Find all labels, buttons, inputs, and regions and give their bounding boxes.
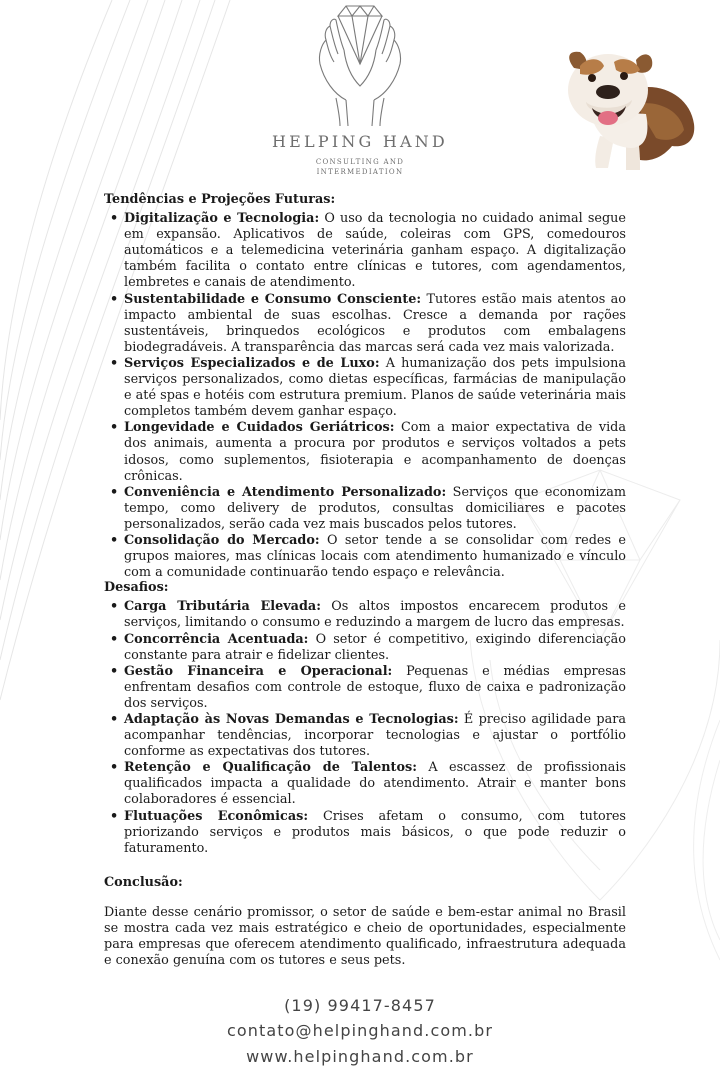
list-item-text: É preciso agilidade para acompanhar tendências, incorporar tecnologias e ajustar o portfólio conforme as expectativas dos tutores.	[124, 712, 626, 760]
list-item-text: Pequenas e médias empresas enfrentam desafios com controle de estoque, fluxo de caixa e padronização dos serviços.	[124, 663, 626, 711]
list-item-label: Digitalização e Tecnologia:	[124, 211, 320, 227]
list-item-text: Com a maior expectativa de vida dos animais, aumenta a procura por produtos e serviços voltados a pets idosos, como suplementos, fisioterapia e acompanhamento de doenças crônicas.	[124, 420, 626, 484]
list-item	[124, 664, 626, 712]
brand-tagline	[260, 157, 460, 177]
list-item-text: A humanização dos pets impulsiona serviços personalizados, como dietas específicas, farmácias de manipulação e até spas e hotéis com estrutura premium. Planos de saúde veterinária mais completos também devem ganhar espaço.	[124, 355, 626, 420]
list-item	[124, 356, 626, 420]
list-item-label: Longevidade e Cuidados Geriátricos:	[124, 420, 395, 436]
list-item	[124, 420, 626, 484]
list-item	[124, 632, 626, 664]
list-item-text: O setor é competitivo, exigindo diferenciação constante para atrair e fidelizar clientes.	[124, 631, 626, 663]
list-item-label: Adaptação às Novas Demandas e Tecnologias:	[124, 712, 459, 727]
challenges-heading: Desafios:	[104, 580, 169, 596]
list-item-text: A escassez de profissionais qualificados impacta a qualidade do atendimento. Atrair e manter bons colaboradores é essencial.	[124, 760, 626, 808]
list-item-label: Flutuações Econômicas:	[124, 808, 309, 824]
trends-list	[104, 211, 626, 581]
list-item	[124, 533, 626, 581]
list-item-label: Concorrência Acentuada:	[124, 631, 309, 647]
list-item	[124, 292, 626, 356]
list-item-text: Os altos impostos encarecem produtos e serviços, limitando o consumo e reduzindo a margem de lucro das empresas.	[124, 599, 626, 631]
contact-phone: (19) 99417-8457	[284, 996, 436, 1015]
company-logo	[260, 4, 460, 180]
document-body	[104, 192, 626, 969]
trends-heading: Tendências e Projeções Futuras:	[104, 192, 336, 207]
list-item-label: Gestão Financeira e Operacional:	[124, 663, 393, 679]
list-item	[124, 211, 626, 291]
conclusion-paragraph: Diante desse cenário promissor, o setor de saúde e bem-estar animal no Brasil se mostra cada vez mais estratégico e cheio de oportunidades, especialmente para empresas que oferecem atendimento qualificado, infraestrutura adequada e conexão genuína com os tutores e seus pets.	[104, 904, 626, 969]
list-item-text: O setor tende a se consolidar com redes e grupos maiores, mas clínicas locais com atendimento humanizado e vínculo com a comunidade continuarão tendo espaço e relevância.	[124, 532, 626, 581]
list-item	[124, 485, 626, 533]
brand-name: HELPING HAND	[272, 132, 448, 151]
list-item-text: Crises afetam o consumo, com tutores priorizando serviços e produtos mais básicos, o que pode reduzir o faturamento.	[124, 808, 626, 856]
list-item	[124, 712, 626, 760]
hands-diamond-logo-icon	[300, 4, 420, 128]
list-item-label: Carga Tributária Elevada:	[124, 599, 321, 615]
list-item-label: Consolidação do Mercado:	[124, 532, 320, 548]
list-item	[124, 809, 626, 857]
list-item-text: Tutores estão mais atentos ao impacto ambiental de suas escolhas. Cresce a demanda por rações sustentáveis, brinquedos ecológicos e produtos com embalagens biodegradáveis. A transparência das marcas será cada vez mais valorizada.	[124, 291, 626, 355]
conclusion-heading: Conclusão:	[104, 874, 183, 890]
brand-tagline-line2: INTERMEDIATION	[316, 168, 404, 176]
list-item-label: Retenção e Qualificação de Talentos:	[124, 760, 417, 776]
list-item-text: O uso da tecnologia no cuidado animal segue em expansão. Aplicativos de saúde, coleiras com GPS, comedouros automáticos e a telemedicina veterinária ganham espaço. A digitalização também facilita o contato entre clínicas e tutores, com agendamentos, lembretes e canais de atendimento.	[124, 211, 626, 291]
list-item-text: Serviços que economizam tempo, como delivery de produtos, consultas domiciliares e pacotes personalizados, serão cada vez mais buscados pelos tutores.	[124, 484, 626, 532]
contact-website: www.helpinghand.com.br	[246, 1047, 474, 1066]
bulldog-photo	[560, 44, 700, 179]
brand-tagline-line1: CONSULTING AND	[315, 158, 405, 166]
list-item-label: Sustentabilidade e Consumo Consciente:	[124, 291, 422, 307]
challenges-list	[104, 599, 626, 857]
list-item	[124, 760, 626, 808]
list-item-label: Conveniência e Atendimento Personalizado:	[124, 484, 447, 500]
list-item	[124, 599, 626, 631]
list-item-label: Serviços Especializados e de Luxo:	[124, 355, 380, 371]
contact-email: contato@helpinghand.com.br	[226, 1021, 494, 1040]
